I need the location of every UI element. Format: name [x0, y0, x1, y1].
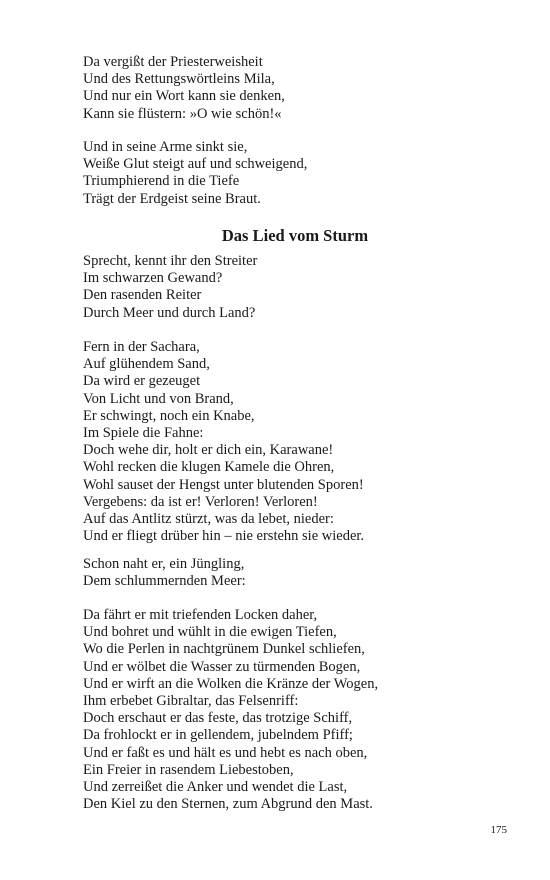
verse-line: Und er wölbet die Wasser zu türmenden Bogen, [83, 658, 361, 675]
verse-line: Von Licht und von Brand, [83, 390, 234, 407]
verse-line: Ein Freier in rasendem Liebestoben, [83, 761, 294, 778]
verse-line: Und er faßt es und hält es und hebt es nach oben, [83, 744, 368, 761]
stanza-1 [83, 253, 503, 322]
verse-line: Dem schlummernden Meer: [83, 573, 246, 590]
verse-line: Schon naht er, ein Jüngling, [83, 556, 245, 572]
verse-line: Sprecht, kennt ihr den Streiter [83, 253, 258, 269]
stanza-4 [83, 607, 503, 813]
verse-line: Trägt der Erdgeist seine Braut. [83, 190, 261, 207]
verse-line: Im schwarzen Gewand? [83, 270, 223, 287]
verse-line: Er schwingt, noch ein Knabe, [83, 407, 255, 424]
verse-line: Im Spiele die Fahne: [83, 424, 204, 441]
stanza-2 [83, 339, 503, 545]
verse-line: Den Kiel zu den Sternen, zum Abgrund den Mast. [83, 796, 373, 813]
page-number: 175 [490, 824, 507, 836]
poem-title: Das Lied vom Sturm [221, 226, 369, 245]
verse-line: Da wird er gezeuget [83, 373, 201, 390]
stanza-top-1 [83, 54, 503, 123]
verse-line: Und bohret und wühlt in die ewigen Tiefen, [83, 624, 337, 641]
verse-line: Und er fliegt drüber hin – nie erstehn sie wieder. [83, 528, 365, 545]
verse-line: Auf das Antlitz stürzt, was da lebet, nieder: [83, 510, 334, 527]
verse-line: Fern in der Sachara, [83, 339, 200, 355]
verse-line: Kann sie flüstern: »O wie schön!« [83, 105, 282, 122]
stanza-3 [83, 556, 503, 590]
verse-line: Durch Meer und durch Land? [83, 304, 256, 321]
verse-line: Wo die Perlen in nachtgrünem Dunkel schliefen, [83, 641, 365, 658]
verse-line: Ihm erbebet Gibraltar, das Felsenriff: [83, 692, 299, 709]
verse-line: Da fährt er mit triefenden Locken daher, [83, 607, 318, 623]
stanza-top-2 [83, 139, 503, 208]
verse-line: Wohl sauset der Hengst unter blutenden Sporen! [83, 476, 364, 493]
verse-line: Und er wirft an die Wolken die Kränze der Wogen, [83, 675, 379, 692]
verse-line: Weiße Glut steigt auf und schweigend, [83, 156, 308, 173]
verse-line: Da frohlockt er in gellendem, jubelndem Pfiff; [83, 727, 353, 744]
verse-line: Und des Rettungswörtleins Mila, [83, 71, 275, 88]
verse-line: Und nur ein Wort kann sie denken, [83, 88, 285, 105]
verse-line: Und zerreißet die Anker und wendet die Last, [83, 778, 348, 795]
verse-line: Wohl recken die klugen Kamele die Ohren, [83, 459, 335, 476]
verse-line: Vergebens: da ist er! Verloren! Verloren! [83, 493, 318, 510]
verse-line: Doch erschaut er das feste, das trotzige Schiff, [83, 710, 353, 727]
verse-line: Den rasenden Reiter [83, 287, 202, 304]
verse-line: Auf glühendem Sand, [83, 356, 210, 373]
verse-line: Da vergißt der Priesterweisheit [83, 54, 263, 70]
verse-line: Doch wehe dir, holt er dich ein, Karawane! [83, 442, 334, 459]
verse-line: Triumphierend in die Tiefe [83, 173, 240, 190]
verse-line: Und in seine Arme sinkt sie, [83, 139, 248, 155]
